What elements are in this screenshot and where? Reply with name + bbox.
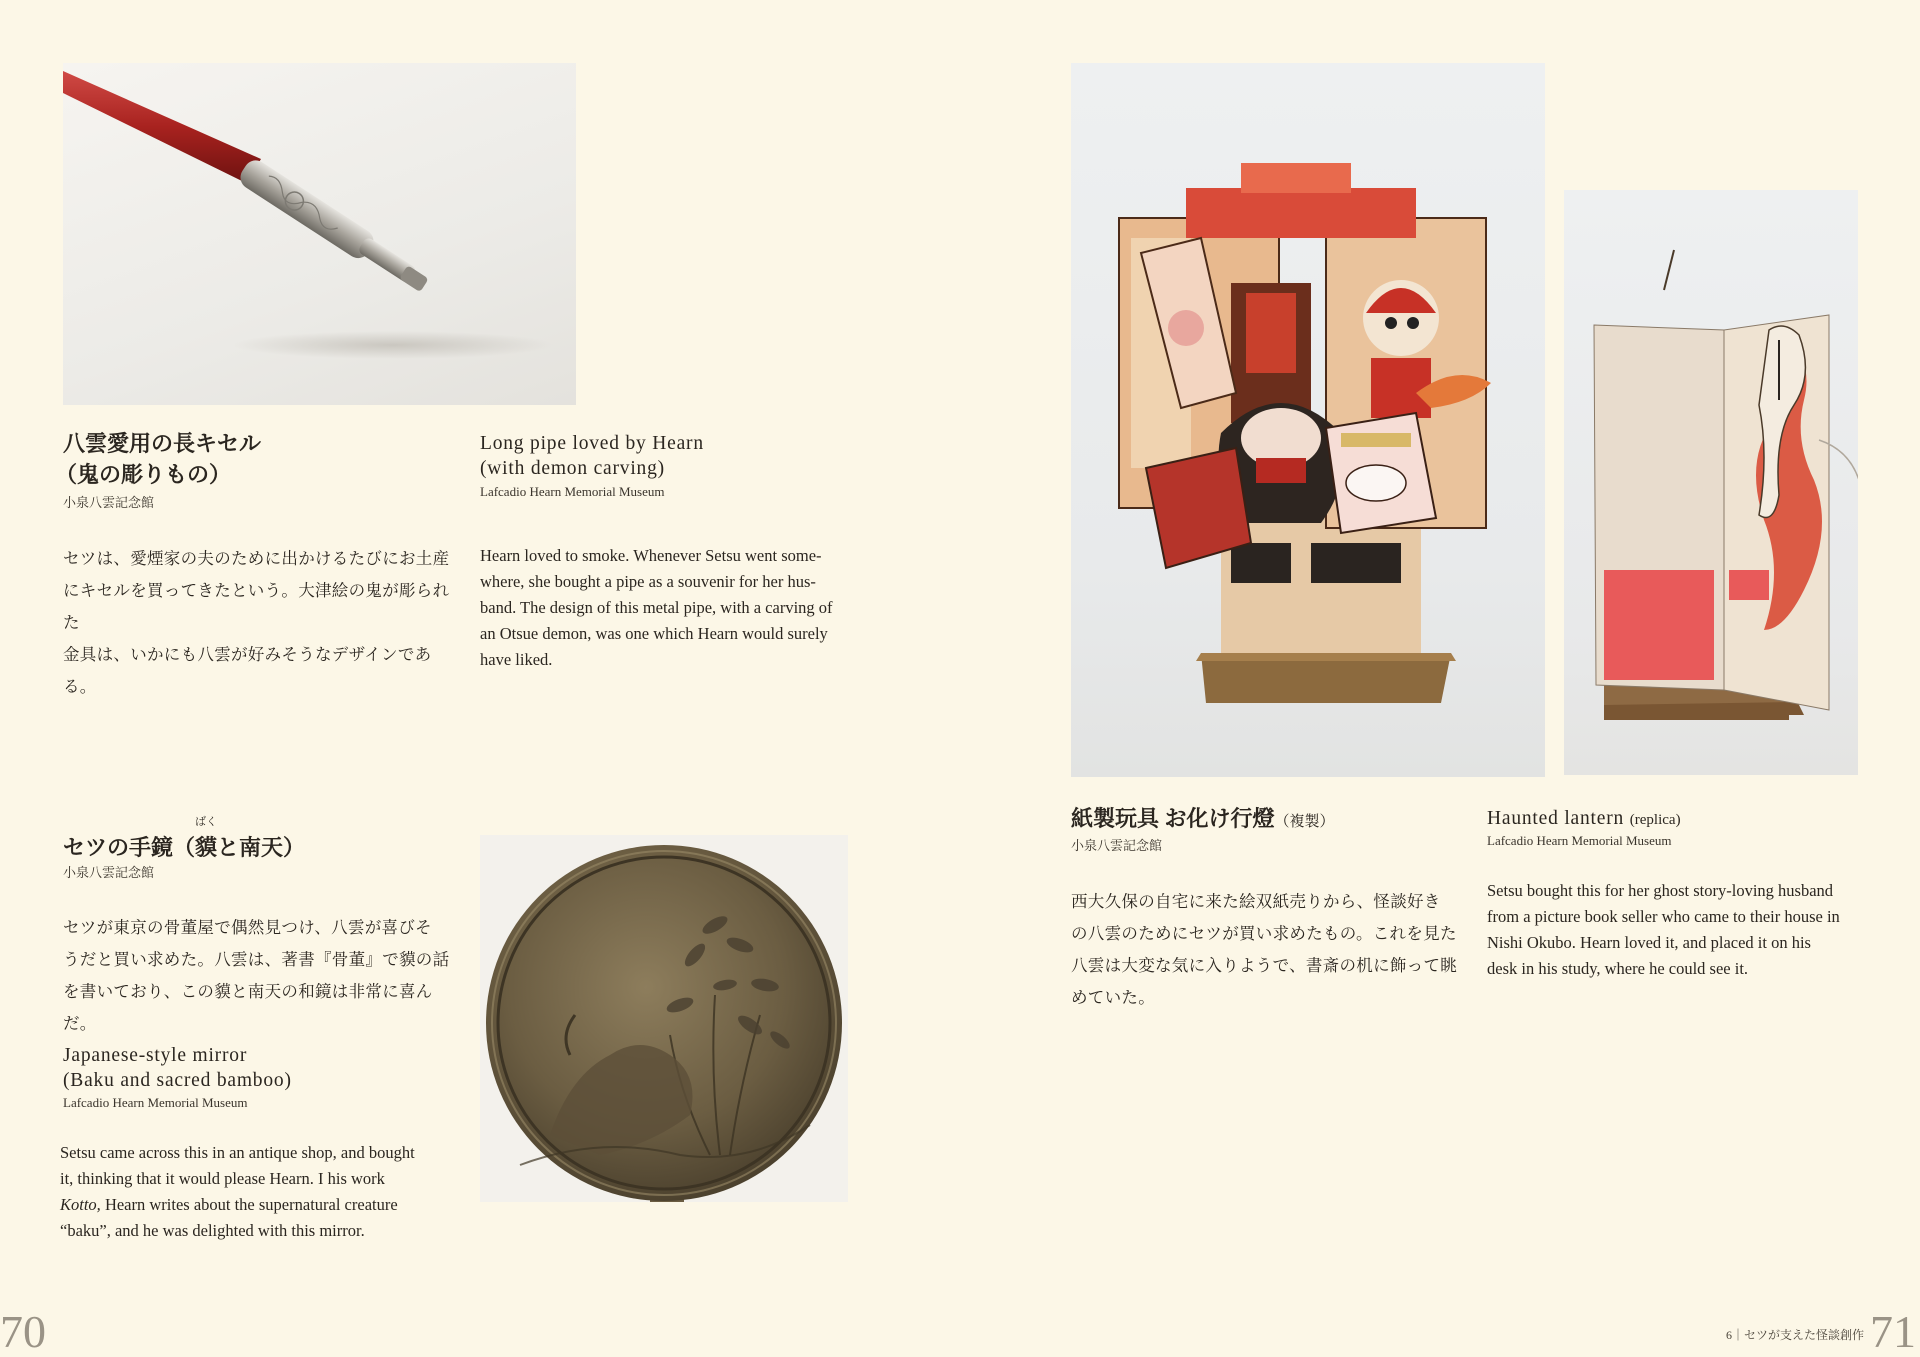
- mirror-body-en-line: “baku”, and he was delighted with this mirror.: [60, 1221, 365, 1240]
- pipe-body-ja-line: にキセルを買ってきたという。大津絵の鬼が彫られた: [63, 581, 450, 632]
- pipe-body-en-line: an Otsue demon, was one which Hearn would surely: [480, 624, 828, 643]
- pipe-title-en: [480, 431, 820, 481]
- pipe-title-en-line1: Long pipe loved by Hearn: [480, 433, 704, 454]
- lantern-title-en-main: Haunted lantern: [1487, 808, 1625, 829]
- mirror-title-ja-suffix: と南天）: [217, 835, 306, 860]
- lantern-title-en: [1487, 806, 1867, 833]
- pipe-body-ja-line: セツは、愛煙家の夫のために出かけるたびにお土産: [63, 549, 450, 568]
- mirror-body-ja: [63, 912, 463, 1040]
- lantern-body-en-line: from a picture book seller who came to their house in: [1487, 907, 1840, 926]
- lantern-title-ja-note: （複製）: [1274, 814, 1335, 830]
- mirror-title-en: [63, 1043, 423, 1093]
- lantern-body-en: [1487, 878, 1877, 982]
- mirror-body-ja-line: うだと買い求めた。八雲は、著書『骨董』で貘の話: [63, 950, 450, 969]
- mirror-body-en-line: Kotto, Hearn writes about the supernatural creature: [60, 1195, 398, 1214]
- lantern-photo-front: [1071, 63, 1545, 777]
- mirror-body-en: [60, 1140, 460, 1244]
- pipe-body-en-line: band. The design of this metal pipe, with a carving of: [480, 598, 833, 617]
- pipe-body-en: [480, 543, 860, 673]
- pipe-museum-ja: 小泉八雲記念館: [63, 495, 155, 510]
- mirror-title-ja-kanji: 貘: [195, 835, 218, 860]
- running-head: 6｜セツが支えた怪談創作: [1726, 1328, 1865, 1342]
- mirror-title-ja: [63, 816, 443, 863]
- lantern-body-ja-line: 西大久保の自宅に来た絵双紙売りから、怪談好き: [1071, 892, 1441, 911]
- lantern-body-ja: [1071, 886, 1471, 1014]
- pipe-title-ja: [55, 428, 423, 490]
- lantern-body-ja-line: めていた。: [1071, 988, 1155, 1007]
- lantern-museum-ja: 小泉八雲記念館: [1071, 838, 1163, 853]
- mirror-body-ja-line: を書いており、この貘と南天の和鏡は非常に喜んだ。: [63, 982, 433, 1033]
- page-number-right: 71: [1870, 1306, 1916, 1357]
- mirror-title-en-line2: (Baku and sacred bamboo): [63, 1070, 292, 1091]
- pipe-body-en-line: have liked.: [480, 650, 553, 669]
- mirror-photo: [480, 835, 848, 1202]
- mirror-title-en-line1: Japanese-style mirror: [63, 1045, 248, 1066]
- pipe-title-en-line2: (with demon carving): [480, 458, 665, 479]
- lantern-museum-en: Lafcadio Hearn Memorial Museum: [1487, 833, 1672, 848]
- lantern-body-ja-line: 八雲は大変な気に入りようで、書斎の机に飾って眺: [1071, 956, 1458, 975]
- pipe-museum-en: Lafcadio Hearn Memorial Museum: [480, 484, 665, 499]
- pipe-body-en-line: where, she bought a pipe as a souvenir for her hus-: [480, 572, 816, 591]
- pipe-body-en-line: Hearn loved to smoke. Whenever Setsu went some-: [480, 546, 822, 565]
- mirror-title-ja-ruby: ばく: [195, 816, 218, 828]
- lantern-body-ja-line: の八雲のためにセツが買い求めたもの。これを見た: [1071, 924, 1457, 943]
- lantern-body-en-line: desk in his study, where he could see it.: [1487, 959, 1749, 978]
- lantern-title-ja: [1071, 803, 1411, 838]
- lantern-body-en-line: Setsu bought this for her ghost story-loving husband: [1487, 881, 1834, 900]
- mirror-museum-en: Lafcadio Hearn Memorial Museum: [63, 1095, 248, 1110]
- mirror-museum-ja: 小泉八雲記念館: [63, 865, 155, 880]
- mirror-body-en-line: Setsu came across this in an antique shop, and bought: [60, 1143, 415, 1162]
- lantern-body-en-line: Nishi Okubo. Hearn loved it, and placed it on his: [1487, 933, 1811, 952]
- mirror-body-ja-line: セツが東京の骨董屋で偶然見つけ、八雲が喜びそ: [63, 918, 432, 937]
- pipe-title-ja-line1: 八雲愛用の長キセル: [63, 431, 262, 456]
- pipe-body-ja: [63, 543, 453, 703]
- mirror-body-en-line: it, thinking that it would please Hearn. I his work: [60, 1169, 385, 1188]
- kotto-book-title: Kotto,: [60, 1195, 101, 1214]
- lantern-photo-side: [1564, 190, 1858, 775]
- lantern-title-en-note: (replica): [1629, 812, 1681, 828]
- pipe-photo: [63, 63, 576, 405]
- pipe-title-ja-line2: （鬼の彫りもの）: [55, 462, 232, 487]
- pipe-body-ja-line: 金具は、いかにも八雲が好みそうなデザインである。: [63, 645, 432, 696]
- mirror-title-ja-prefix: セツの手鏡（: [63, 835, 196, 860]
- lantern-title-ja-main: 紙製玩具 お化け行燈: [1071, 806, 1275, 831]
- page-number-left: 70: [0, 1306, 46, 1357]
